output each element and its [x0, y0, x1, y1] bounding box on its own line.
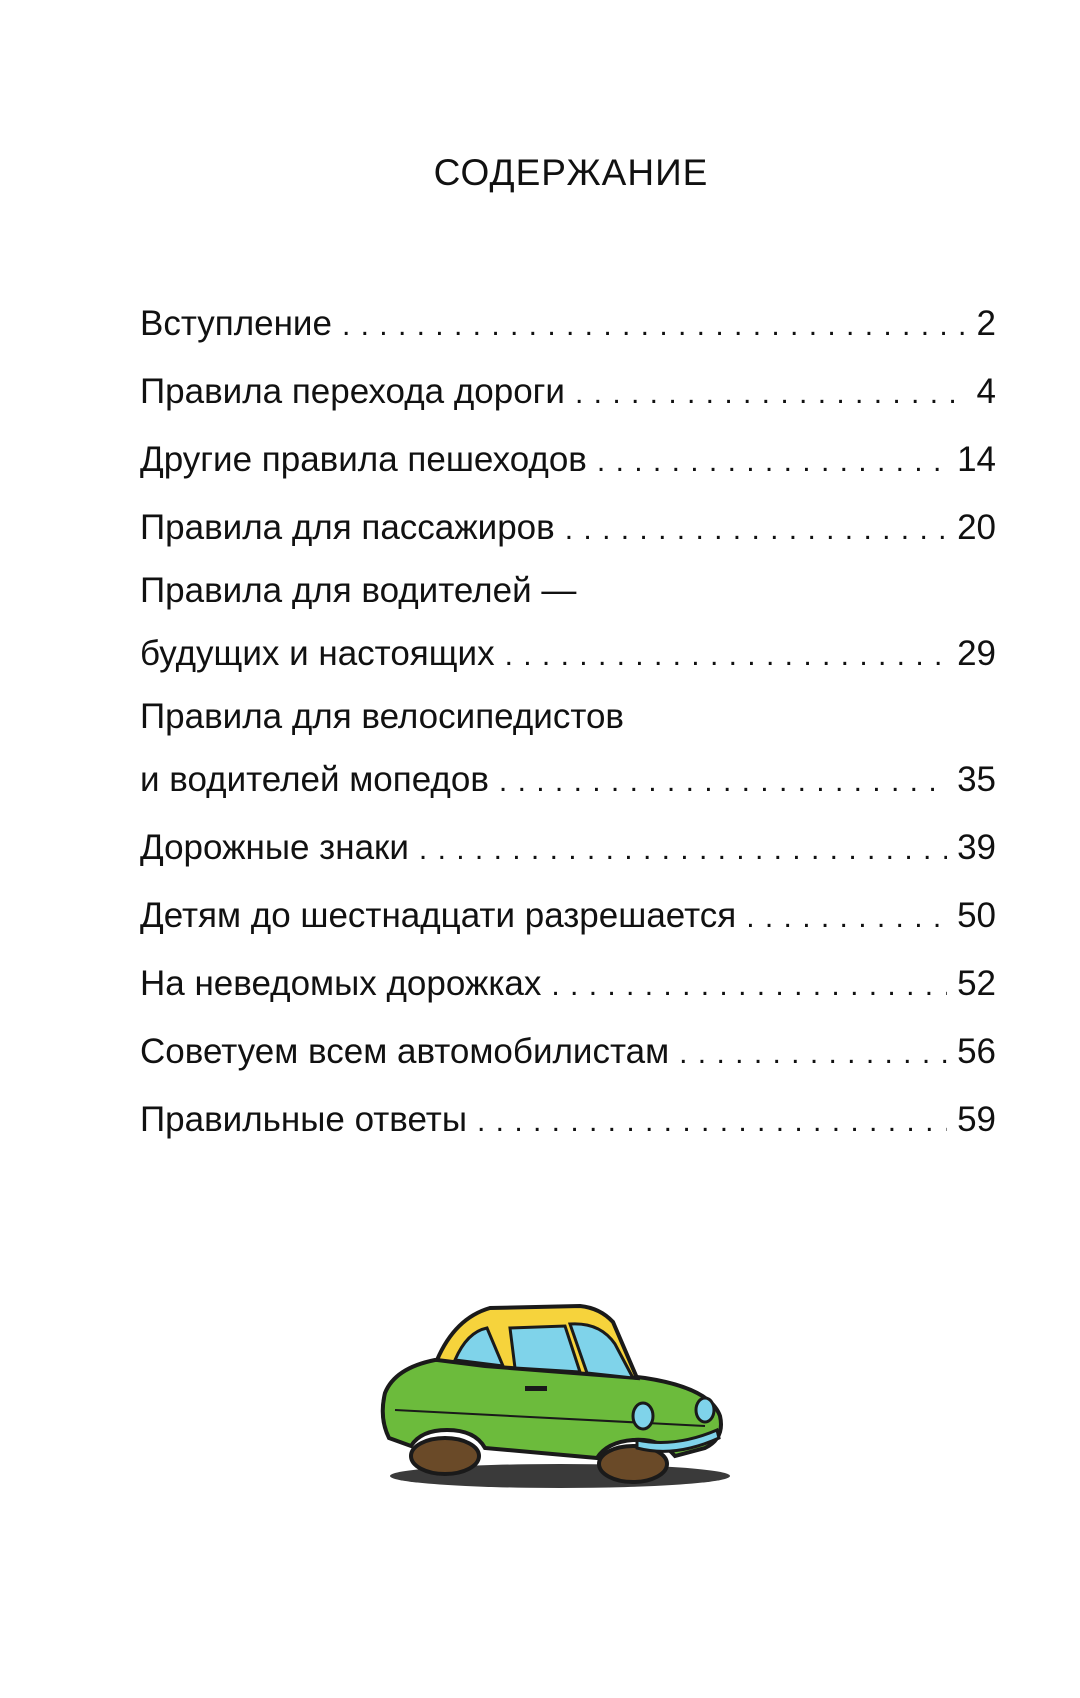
dot-leader — [499, 748, 947, 816]
toc-entry-page: 56 — [957, 1032, 996, 1071]
toc-entry-label: будущих и настоящих — [140, 634, 495, 673]
dot-leader — [679, 1020, 947, 1088]
toc-entry-page: 59 — [957, 1100, 996, 1139]
toc-entry[interactable] — [140, 1018, 996, 1086]
toc-entry-label: Правила перехода дороги — [140, 372, 565, 411]
toc-entry-label: Вступление — [140, 304, 332, 343]
dot-leader — [551, 952, 947, 1020]
toc-entry[interactable] — [140, 1086, 996, 1154]
dot-leader — [342, 292, 967, 360]
toc-entry-page: 39 — [957, 828, 996, 867]
dot-leader — [477, 1088, 947, 1156]
table-of-contents — [140, 290, 996, 1154]
dot-leader — [419, 816, 947, 884]
toc-entry-label: Правила для пассажиров — [140, 508, 555, 547]
toc-entry-page: 14 — [957, 440, 996, 479]
toc-entry[interactable] — [140, 290, 996, 358]
toc-entry-label-line1: Правила для водителей — — [140, 571, 577, 610]
toc-entry-page: 35 — [957, 760, 996, 799]
toc-entry-page: 29 — [957, 634, 996, 673]
car-headlight — [633, 1403, 653, 1429]
toc-entry-label: Детям до шестнадцати разрешается — [140, 896, 737, 935]
toc-entry[interactable] — [140, 882, 996, 950]
dot-leader — [565, 496, 947, 564]
toc-entry-label: На неведомых дорожках — [140, 964, 542, 1003]
dot-leader — [597, 428, 947, 496]
car-icon — [375, 1298, 745, 1498]
toc-entry-page: 2 — [976, 304, 996, 343]
toc-entry-page: 4 — [976, 372, 996, 411]
toc-entry[interactable] — [140, 494, 996, 562]
toc-entry[interactable] — [140, 426, 996, 494]
page-title: СОДЕРЖАНИЕ — [433, 152, 709, 193]
toc-entry-page: 20 — [957, 508, 996, 547]
toc-entry[interactable] — [140, 562, 996, 688]
toc-entry-page: 50 — [957, 896, 996, 935]
toc-entry[interactable] — [140, 950, 996, 1018]
toc-entry-label: Другие правила пешеходов — [140, 440, 587, 479]
toc-entry-page: 52 — [957, 964, 996, 1003]
car-door-handle — [525, 1386, 547, 1391]
toc-entry-label: Советуем всем автомобилистам — [140, 1032, 670, 1071]
dot-leader — [505, 622, 947, 690]
toc-entry-label-line1: Правила для велосипедистов — [140, 697, 625, 736]
toc-entry[interactable] — [140, 814, 996, 882]
toc-entry[interactable] — [140, 358, 996, 426]
dot-leader — [746, 884, 947, 952]
toc-entry-label: Правильные ответы — [140, 1100, 467, 1139]
car-rear-wheel — [411, 1438, 479, 1474]
toc-entry-label: Дорожные знаки — [140, 828, 409, 867]
car-headlight — [696, 1398, 714, 1422]
toc-entry-label: и водителей мопедов — [140, 760, 489, 799]
toc-entry[interactable] — [140, 688, 996, 814]
dot-leader — [575, 360, 967, 428]
